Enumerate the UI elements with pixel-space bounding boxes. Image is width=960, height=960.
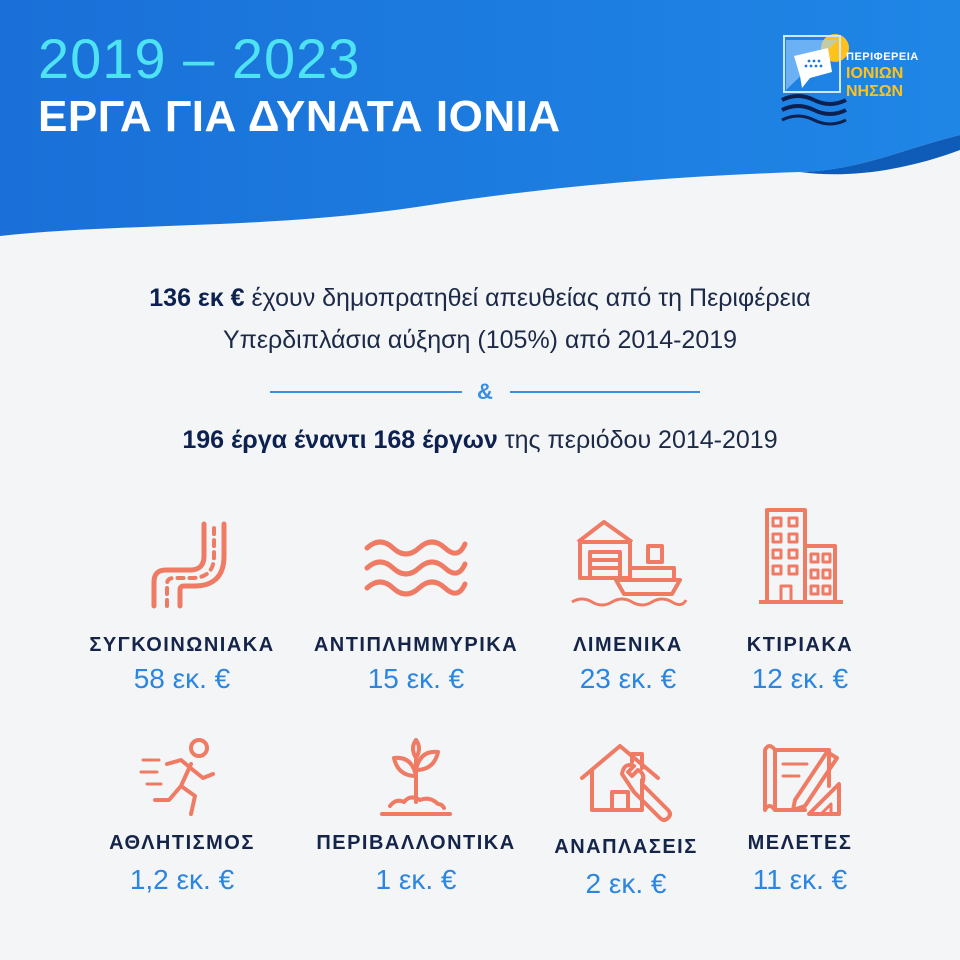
summary-line-projects — [0, 426, 960, 455]
category-label: ΠΕΡΙΒΑΛΛΟΝΤΙΚΑ — [316, 832, 516, 854]
category-label: ΚΤΙΡΙΑΚΑ — [746, 634, 854, 656]
divider-left — [270, 391, 462, 393]
budget-text: έχουν δημοπρατηθεί απευθείας από τη Περιφέρεια — [244, 284, 811, 312]
projects-count: 196 έργα έναντι 168 έργων — [182, 426, 498, 454]
house-wrench-icon — [576, 740, 676, 826]
years-heading: 2019 – 2023 — [38, 27, 361, 90]
category-value: 12 εκ. € — [751, 663, 849, 694]
category-value: 2 εκ. € — [585, 868, 667, 899]
ampersand-separator: & — [477, 379, 493, 404]
region-logo — [780, 30, 940, 130]
divider-right — [510, 391, 700, 393]
category-value: 1,2 εκ. € — [129, 864, 235, 895]
page-title: ΕΡΓΑ ΓΙΑ ΔΥΝΑΤΑ ΙΟΝΙΑ — [38, 92, 561, 141]
category-value: 58 εκ. € — [133, 663, 231, 694]
budget-amount: 136 εκ € — [149, 284, 245, 312]
logo-line-1: ΠΕΡΙΦΕΡΕΙΑ — [846, 51, 919, 63]
category-label: ΣΥΓΚΟΙΝΩΝΙΑΚΑ — [89, 634, 275, 656]
category-label: ΑΝΤΙΠΛΗΜΜΥΡΙΚΑ — [313, 634, 519, 656]
logo-line-3: ΝΗΣΩΝ — [846, 83, 904, 100]
blueprint-icon — [755, 736, 845, 822]
category-label: ΛΙΜΕΝΙΚΑ — [573, 634, 683, 656]
category-value: 23 εκ. € — [579, 663, 677, 694]
runner-icon — [137, 736, 227, 820]
projects-text: της περιόδου 2014-2019 — [497, 426, 778, 454]
summary-line-increase: Υπερδιπλάσια αύξηση (105%) από 2014-2019 — [222, 326, 738, 354]
category-label: ΑΝΑΠΛΑΣΕΙΣ — [554, 836, 698, 858]
port-ship-icon — [568, 512, 688, 612]
road-icon — [132, 520, 232, 610]
category-value: 11 εκ. € — [752, 864, 848, 895]
sprout-icon — [376, 736, 456, 820]
logo-line-2: ΙΟΝΙΩΝ — [846, 65, 904, 82]
category-label: ΜΕΛΕΤΕΣ — [747, 832, 853, 854]
logo-emblem-icon — [780, 30, 850, 130]
category-value: 1 εκ. € — [375, 864, 457, 895]
building-icon — [755, 506, 845, 606]
category-label: ΑΘΛΗΤΙΣΜΟΣ — [109, 832, 255, 854]
summary-line-budget — [0, 284, 960, 313]
waves-icon — [361, 520, 471, 610]
category-value: 15 εκ. € — [367, 663, 465, 694]
